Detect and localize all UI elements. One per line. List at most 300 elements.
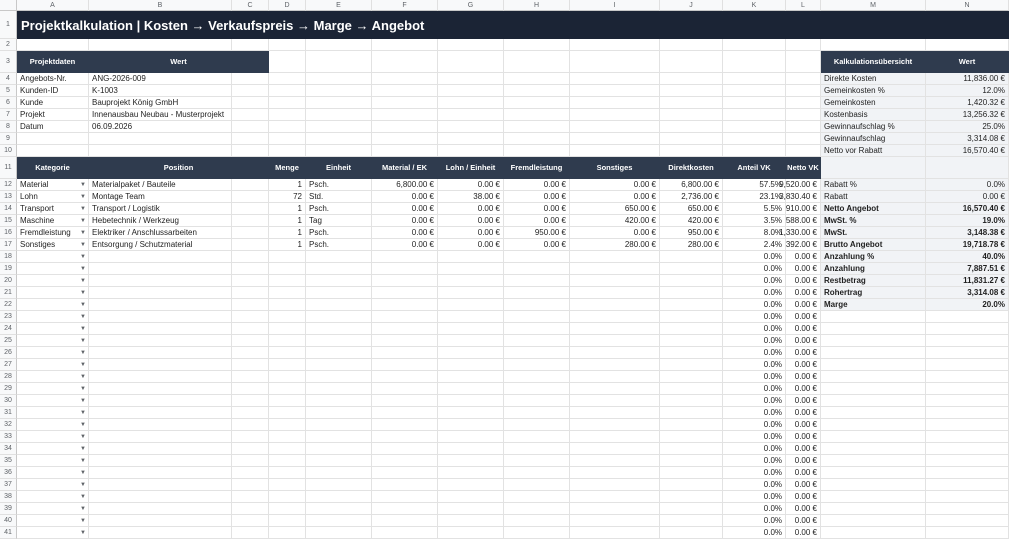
cell[interactable]: [269, 515, 306, 527]
cell[interactable]: [438, 407, 504, 419]
caret-down-icon[interactable]: ▼: [80, 326, 86, 332]
project-label[interactable]: Angebots-Nr.: [17, 73, 89, 85]
cell[interactable]: [660, 109, 723, 121]
row-header[interactable]: 12: [0, 179, 17, 191]
anteil-cell[interactable]: 0.0%: [723, 311, 786, 323]
caret-down-icon[interactable]: ▼: [80, 350, 86, 356]
column-header-a[interactable]: A: [17, 0, 89, 11]
row-header[interactable]: 24: [0, 323, 17, 335]
cell[interactable]: [306, 527, 372, 539]
cell[interactable]: [232, 287, 269, 299]
netto-cell[interactable]: 0.00 €: [786, 407, 821, 419]
position-cell[interactable]: Elektriker / Anschlussarbeiten: [89, 227, 269, 239]
row-header[interactable]: 17: [0, 239, 17, 251]
cell[interactable]: [570, 73, 660, 85]
cell[interactable]: [306, 51, 372, 73]
cell[interactable]: [438, 299, 504, 311]
anteil-cell[interactable]: 0.0%: [723, 335, 786, 347]
anteil-cell[interactable]: 0.0%: [723, 467, 786, 479]
direkt-cell[interactable]: 650.00 €: [660, 203, 723, 215]
cell[interactable]: [926, 359, 1009, 371]
cell[interactable]: [821, 407, 926, 419]
direkt-cell[interactable]: 2,736.00 €: [660, 191, 723, 203]
cell[interactable]: [926, 443, 1009, 455]
cell[interactable]: [232, 383, 269, 395]
row-header[interactable]: 21: [0, 287, 17, 299]
cell[interactable]: [372, 133, 438, 145]
cell[interactable]: [306, 347, 372, 359]
cell[interactable]: [570, 121, 660, 133]
caret-down-icon[interactable]: ▼: [80, 470, 86, 476]
cell[interactable]: [232, 419, 269, 431]
cell[interactable]: [269, 479, 306, 491]
cell[interactable]: [504, 85, 570, 97]
summary-header-key[interactable]: Kalkulationsübersicht: [821, 51, 926, 73]
table-header[interactable]: Material / EK: [372, 157, 438, 179]
netto-cell[interactable]: 0.00 €: [786, 491, 821, 503]
cell[interactable]: [372, 275, 438, 287]
netto-cell[interactable]: 9,520.00 €: [786, 179, 821, 191]
cell[interactable]: [269, 527, 306, 539]
row-header[interactable]: 22: [0, 299, 17, 311]
anteil-cell[interactable]: 0.0%: [723, 431, 786, 443]
lohn-cell[interactable]: 0.00 €: [438, 179, 504, 191]
cell[interactable]: [570, 455, 660, 467]
cell[interactable]: [660, 371, 723, 383]
cell[interactable]: [232, 479, 269, 491]
cell[interactable]: [438, 51, 504, 73]
cell[interactable]: [570, 97, 660, 109]
row-header[interactable]: 18: [0, 251, 17, 263]
cell[interactable]: [89, 515, 232, 527]
netto-cell[interactable]: 0.00 €: [786, 335, 821, 347]
caret-down-icon[interactable]: ▼: [80, 434, 86, 440]
cell[interactable]: [926, 383, 1009, 395]
cell[interactable]: [372, 311, 438, 323]
netto-cell[interactable]: 0.00 €: [786, 419, 821, 431]
project-value[interactable]: ANG-2026-009: [89, 73, 269, 85]
table-header[interactable]: Netto VK: [786, 157, 821, 179]
cell[interactable]: [306, 335, 372, 347]
summary-label[interactable]: Anzahlung %: [821, 251, 926, 263]
cell[interactable]: [438, 97, 504, 109]
summary-label[interactable]: Gemeinkosten: [821, 97, 926, 109]
netto-cell[interactable]: 0.00 €: [786, 455, 821, 467]
column-header-n[interactable]: N: [926, 0, 1009, 11]
anteil-cell[interactable]: 0.0%: [723, 287, 786, 299]
cell[interactable]: [306, 491, 372, 503]
caret-down-icon[interactable]: ▼: [80, 482, 86, 488]
cell[interactable]: [438, 311, 504, 323]
summary-value[interactable]: 25.0%: [926, 121, 1009, 133]
cell[interactable]: [269, 287, 306, 299]
cell[interactable]: [269, 85, 306, 97]
cell[interactable]: [306, 395, 372, 407]
cell[interactable]: [232, 491, 269, 503]
cell[interactable]: [89, 145, 232, 157]
cell[interactable]: [306, 85, 372, 97]
cell[interactable]: [926, 455, 1009, 467]
cell[interactable]: [821, 479, 926, 491]
cell[interactable]: [570, 347, 660, 359]
anteil-cell[interactable]: 0.0%: [723, 371, 786, 383]
cell[interactable]: [306, 371, 372, 383]
cell[interactable]: [89, 287, 232, 299]
project-value[interactable]: Innenausbau Neubau - Musterprojekt: [89, 109, 269, 121]
cell[interactable]: [306, 479, 372, 491]
cell[interactable]: [660, 479, 723, 491]
caret-down-icon[interactable]: ▼: [80, 422, 86, 428]
summary-value[interactable]: 16,570.40 €: [926, 145, 1009, 157]
summary-label[interactable]: Netto Angebot: [821, 203, 926, 215]
netto-cell[interactable]: 392.00 €: [786, 239, 821, 251]
anteil-cell[interactable]: 0.0%: [723, 323, 786, 335]
summary-label[interactable]: Kostenbasis: [821, 109, 926, 121]
cell[interactable]: [372, 263, 438, 275]
cell[interactable]: [232, 251, 269, 263]
anteil-cell[interactable]: 8.0%: [723, 227, 786, 239]
summary-label[interactable]: Gemeinkosten %: [821, 85, 926, 97]
netto-cell[interactable]: 0.00 €: [786, 515, 821, 527]
row-header[interactable]: 27: [0, 359, 17, 371]
column-header-d[interactable]: D: [269, 0, 306, 11]
cell[interactable]: [372, 527, 438, 539]
cell[interactable]: [17, 407, 89, 419]
anteil-cell[interactable]: 0.0%: [723, 491, 786, 503]
cell[interactable]: [306, 251, 372, 263]
menge-cell[interactable]: 1: [269, 239, 306, 251]
caret-down-icon[interactable]: ▼: [80, 446, 86, 452]
cell[interactable]: [570, 335, 660, 347]
table-header[interactable]: Lohn / Einheit: [438, 157, 504, 179]
cell[interactable]: [926, 311, 1009, 323]
anteil-cell[interactable]: 0.0%: [723, 407, 786, 419]
row-header[interactable]: 36: [0, 467, 17, 479]
cell[interactable]: [17, 383, 89, 395]
cell[interactable]: [372, 51, 438, 73]
einheit-cell[interactable]: Psch.: [306, 179, 372, 191]
table-header[interactable]: Position: [89, 157, 269, 179]
cell[interactable]: [504, 73, 570, 85]
fremd-cell[interactable]: 0.00 €: [504, 215, 570, 227]
summary-label[interactable]: Netto vor Rabatt: [821, 145, 926, 157]
cell[interactable]: [570, 515, 660, 527]
cell[interactable]: [438, 371, 504, 383]
netto-cell[interactable]: 910.00 €: [786, 203, 821, 215]
cell[interactable]: [232, 407, 269, 419]
row-header[interactable]: 1: [0, 11, 17, 39]
cell[interactable]: [306, 515, 372, 527]
netto-cell[interactable]: 0.00 €: [786, 287, 821, 299]
column-header-j[interactable]: J: [660, 0, 723, 11]
table-header[interactable]: Menge: [269, 157, 306, 179]
column-header-m[interactable]: M: [821, 0, 926, 11]
cell[interactable]: [926, 39, 1009, 51]
cell[interactable]: [17, 419, 89, 431]
anteil-cell[interactable]: 0.0%: [723, 263, 786, 275]
menge-cell[interactable]: 1: [269, 227, 306, 239]
cell[interactable]: [372, 431, 438, 443]
cell[interactable]: [504, 455, 570, 467]
cell[interactable]: [306, 275, 372, 287]
row-header[interactable]: 33: [0, 431, 17, 443]
cell[interactable]: [269, 467, 306, 479]
cell[interactable]: [372, 251, 438, 263]
material-cell[interactable]: 0.00 €: [372, 239, 438, 251]
cell[interactable]: [372, 109, 438, 121]
summary-value[interactable]: 12.0%: [926, 85, 1009, 97]
cell[interactable]: [821, 443, 926, 455]
cell[interactable]: [232, 395, 269, 407]
cell[interactable]: [438, 527, 504, 539]
cell[interactable]: [504, 443, 570, 455]
cell[interactable]: [660, 407, 723, 419]
cell[interactable]: [232, 455, 269, 467]
summary-label[interactable]: Rabatt: [821, 191, 926, 203]
cell[interactable]: [306, 467, 372, 479]
caret-down-icon[interactable]: ▼: [80, 194, 86, 200]
summary-label[interactable]: Rohertrag: [821, 287, 926, 299]
cell[interactable]: [17, 133, 89, 145]
cell[interactable]: [89, 311, 232, 323]
cell[interactable]: [570, 109, 660, 121]
cell[interactable]: [372, 419, 438, 431]
cell[interactable]: [926, 479, 1009, 491]
anteil-cell[interactable]: 0.0%: [723, 251, 786, 263]
netto-cell[interactable]: 0.00 €: [786, 383, 821, 395]
cell[interactable]: [926, 491, 1009, 503]
cell[interactable]: [269, 407, 306, 419]
cell[interactable]: [660, 251, 723, 263]
anteil-cell[interactable]: 3.5%: [723, 215, 786, 227]
project-header-value[interactable]: Wert: [89, 51, 269, 73]
row-header[interactable]: 10: [0, 145, 17, 157]
cell[interactable]: [570, 263, 660, 275]
anteil-cell[interactable]: 2.4%: [723, 239, 786, 251]
cell[interactable]: [821, 467, 926, 479]
caret-down-icon[interactable]: ▼: [80, 362, 86, 368]
cell[interactable]: [269, 443, 306, 455]
cell[interactable]: [89, 467, 232, 479]
direkt-cell[interactable]: 280.00 €: [660, 239, 723, 251]
project-value[interactable]: Bauprojekt König GmbH: [89, 97, 269, 109]
summary-value[interactable]: 3,314.08 €: [926, 287, 1009, 299]
fremd-cell[interactable]: 0.00 €: [504, 239, 570, 251]
cell[interactable]: [570, 527, 660, 539]
cell[interactable]: [17, 39, 89, 51]
category-select[interactable]: Fremdleistung: [17, 227, 89, 239]
cell[interactable]: [438, 503, 504, 515]
lohn-cell[interactable]: 0.00 €: [438, 239, 504, 251]
netto-cell[interactable]: 0.00 €: [786, 443, 821, 455]
cell[interactable]: [570, 371, 660, 383]
cell[interactable]: [89, 527, 232, 539]
cell[interactable]: [17, 335, 89, 347]
cell[interactable]: [504, 133, 570, 145]
caret-down-icon[interactable]: ▼: [80, 494, 86, 500]
cell[interactable]: [723, 97, 786, 109]
cell[interactable]: [89, 263, 232, 275]
cell[interactable]: [438, 251, 504, 263]
anteil-cell[interactable]: 23.1%: [723, 191, 786, 203]
cell[interactable]: [570, 251, 660, 263]
category-select[interactable]: Transport: [17, 203, 89, 215]
cell[interactable]: [269, 263, 306, 275]
menge-cell[interactable]: 1: [269, 179, 306, 191]
cell[interactable]: [438, 73, 504, 85]
cell[interactable]: [660, 395, 723, 407]
cell[interactable]: [89, 431, 232, 443]
cell[interactable]: [570, 467, 660, 479]
cell[interactable]: [232, 323, 269, 335]
summary-value[interactable]: 40.0%: [926, 251, 1009, 263]
cell[interactable]: [372, 85, 438, 97]
cell[interactable]: [17, 299, 89, 311]
cell[interactable]: [660, 527, 723, 539]
cell[interactable]: [504, 395, 570, 407]
cell[interactable]: [232, 39, 269, 51]
cell[interactable]: [660, 443, 723, 455]
einheit-cell[interactable]: Tag: [306, 215, 372, 227]
cell[interactable]: [926, 323, 1009, 335]
column-header-f[interactable]: F: [372, 0, 438, 11]
cell[interactable]: [570, 51, 660, 73]
summary-value[interactable]: 7,887.51 €: [926, 263, 1009, 275]
cell[interactable]: [372, 39, 438, 51]
caret-down-icon[interactable]: ▼: [80, 374, 86, 380]
cell[interactable]: [232, 275, 269, 287]
summary-value[interactable]: 0.0%: [926, 179, 1009, 191]
category-select[interactable]: Lohn: [17, 191, 89, 203]
summary-header-value[interactable]: Wert: [926, 51, 1009, 73]
cell[interactable]: [372, 97, 438, 109]
caret-down-icon[interactable]: ▼: [80, 206, 86, 212]
cell[interactable]: [821, 359, 926, 371]
cell[interactable]: [89, 479, 232, 491]
cell[interactable]: [504, 299, 570, 311]
cell[interactable]: [269, 503, 306, 515]
summary-label[interactable]: Restbetrag: [821, 275, 926, 287]
netto-cell[interactable]: 0.00 €: [786, 251, 821, 263]
column-header-b[interactable]: B: [89, 0, 232, 11]
column-header-h[interactable]: H: [504, 0, 570, 11]
cell[interactable]: [438, 443, 504, 455]
sonst-cell[interactable]: 0.00 €: [570, 227, 660, 239]
cell[interactable]: [660, 347, 723, 359]
cell[interactable]: [821, 371, 926, 383]
fremd-cell[interactable]: 0.00 €: [504, 179, 570, 191]
cell[interactable]: [17, 251, 89, 263]
cell[interactable]: [504, 479, 570, 491]
cell[interactable]: [232, 133, 269, 145]
cell[interactable]: [660, 39, 723, 51]
cell[interactable]: [438, 85, 504, 97]
cell[interactable]: [306, 419, 372, 431]
cell[interactable]: [372, 347, 438, 359]
cell[interactable]: [660, 455, 723, 467]
cell[interactable]: [269, 383, 306, 395]
cell[interactable]: [17, 455, 89, 467]
cell[interactable]: [269, 431, 306, 443]
cell[interactable]: [438, 347, 504, 359]
cell[interactable]: [660, 491, 723, 503]
cell[interactable]: [504, 311, 570, 323]
cell[interactable]: [570, 39, 660, 51]
cell[interactable]: [17, 263, 89, 275]
caret-down-icon[interactable]: ▼: [80, 386, 86, 392]
sonst-cell[interactable]: 650.00 €: [570, 203, 660, 215]
cell[interactable]: [926, 419, 1009, 431]
anteil-cell[interactable]: 0.0%: [723, 299, 786, 311]
cell[interactable]: [89, 455, 232, 467]
column-header-l[interactable]: L: [786, 0, 821, 11]
caret-down-icon[interactable]: ▼: [80, 410, 86, 416]
cell[interactable]: [372, 323, 438, 335]
cell[interactable]: [660, 51, 723, 73]
cell[interactable]: [438, 431, 504, 443]
cell[interactable]: [306, 121, 372, 133]
row-header[interactable]: 2: [0, 39, 17, 51]
cell[interactable]: [306, 359, 372, 371]
cell[interactable]: [232, 299, 269, 311]
cell[interactable]: [372, 503, 438, 515]
cell[interactable]: [89, 419, 232, 431]
caret-down-icon[interactable]: ▼: [80, 314, 86, 320]
direkt-cell[interactable]: 420.00 €: [660, 215, 723, 227]
row-header[interactable]: 29: [0, 383, 17, 395]
cell[interactable]: [438, 263, 504, 275]
cell[interactable]: [723, 121, 786, 133]
cell[interactable]: [306, 73, 372, 85]
caret-down-icon[interactable]: ▼: [80, 218, 86, 224]
cell[interactable]: [17, 479, 89, 491]
cell[interactable]: [786, 51, 821, 73]
cell[interactable]: [17, 323, 89, 335]
cell[interactable]: [926, 395, 1009, 407]
cell[interactable]: [926, 371, 1009, 383]
cell[interactable]: [306, 97, 372, 109]
cell[interactable]: [232, 527, 269, 539]
netto-cell[interactable]: 0.00 €: [786, 263, 821, 275]
netto-cell[interactable]: 1,330.00 €: [786, 227, 821, 239]
cell[interactable]: [926, 515, 1009, 527]
cell[interactable]: [786, 145, 821, 157]
select-all-corner[interactable]: [0, 0, 17, 11]
cell[interactable]: [504, 39, 570, 51]
cell[interactable]: [372, 383, 438, 395]
cell[interactable]: [17, 287, 89, 299]
cell[interactable]: [89, 383, 232, 395]
cell[interactable]: [438, 419, 504, 431]
project-label[interactable]: Datum: [17, 121, 89, 133]
cell[interactable]: [269, 491, 306, 503]
cell[interactable]: [660, 263, 723, 275]
project-label[interactable]: Kunden-ID: [17, 85, 89, 97]
netto-cell[interactable]: 0.00 €: [786, 347, 821, 359]
cell[interactable]: [306, 407, 372, 419]
cell[interactable]: [89, 395, 232, 407]
summary-label[interactable]: Marge: [821, 299, 926, 311]
lohn-cell[interactable]: 0.00 €: [438, 203, 504, 215]
row-header[interactable]: 35: [0, 455, 17, 467]
cell[interactable]: [821, 419, 926, 431]
cell[interactable]: [570, 85, 660, 97]
cell[interactable]: [438, 479, 504, 491]
anteil-cell[interactable]: 0.0%: [723, 395, 786, 407]
row-header[interactable]: 5: [0, 85, 17, 97]
cell[interactable]: [269, 97, 306, 109]
cell[interactable]: [438, 323, 504, 335]
